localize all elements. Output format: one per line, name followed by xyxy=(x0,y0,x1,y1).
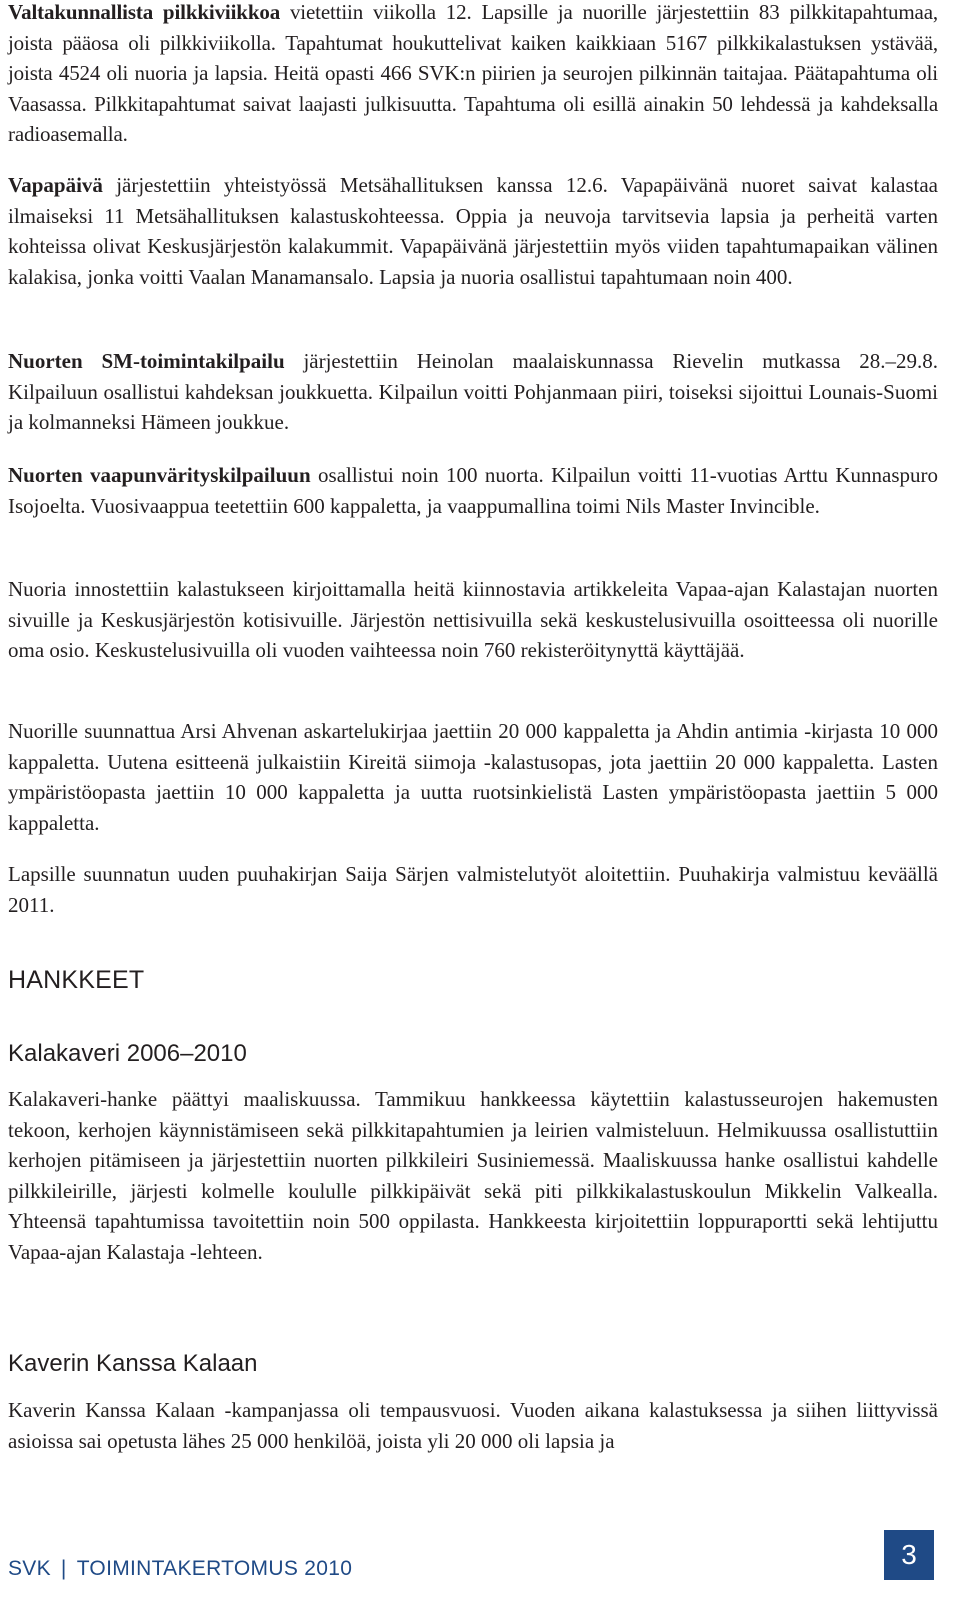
kaverin-kanssa-kalaan-paragraph: Kaverin Kanssa Kalaan -kampanjassa oli tempausvuosi. Vuoden aikana kalastuksessa ja siihen liittyvissä asioissa sai opetusta lähes 25 000 henkilöä, joista yli 20 000 oli lapsia ja xyxy=(8,1398,938,1453)
vaapunvarityskilpailu-lead: Nuorten vaapunvärityskilpailuun xyxy=(8,463,311,487)
footer-report-title: TOIMINTAKERTOMUS 2010 xyxy=(76,1557,353,1580)
sm-toimintakilpailu-text: järjestettiin Heinolan maalaiskunnassa Rievelin mutkassa 28.–29.8. Kilpailuun osallistui kahdeksan joukkuetta. Kilpailun voitti Pohjanmaan piiri, toiseksi sijoittui Lounais-Suomi ja kolmanneksi Hämeen joukkue. xyxy=(8,349,938,434)
vapapaiva-paragraph xyxy=(8,170,938,292)
kaverin-kanssa-kalaan-heading: Kaverin Kanssa Kalaan xyxy=(8,1350,258,1377)
footer-org: SVK xyxy=(8,1557,51,1580)
artikkelit-paragraph: Nuoria innostettiin kalastukseen kirjoittamalla heitä kiinnostavia artikkeleita Vapaa-ajan Kalastajan nuorten sivuille ja Keskusjärjestön kotisivuille. Järjestön nettisivuilla sekä keskustelusivuilla osoitteessa oli nuorille oma osio. Keskustelusivuilla oli vuoden vaihteessa noin 760 rekisteröitynyttä käyttäjää. xyxy=(8,577,938,662)
page-number: 3 xyxy=(901,1539,917,1570)
page-number-badge xyxy=(884,1530,934,1580)
kalakaveri-heading: Kalakaveri 2006–2010 xyxy=(8,1040,247,1067)
vaapunvarityskilpailu-text: osallistui noin 100 nuorta. Kilpailun voitti 11-vuotias Arttu Kunnaspuro Isojoelta. Vuosivaappua teetettiin 600 kappaletta, ja vaappumallina toimi Nils Master Invincible. xyxy=(8,463,938,518)
footer-separator: | xyxy=(60,1557,67,1580)
puuhakirja-paragraph: Lapsille suunnatun uuden puuhakirjan Saija Särjen valmistelutyöt aloitettiin. Puuhakirja valmistuu keväällä 2011. xyxy=(8,862,938,917)
vapapaiva-text: järjestettiin yhteistyössä Metsähallituksen kanssa 12.6. Vapapäivänä nuoret saivat kalastaa ilmaiseksi 11 Metsähallituksen kalastuskohteessa. Oppia ja neuvoja tarvitsevia lapsia ja perheitä varten kohteissa olivat Keskusjärjestön kalakummit. Vapapäivänä järjestettiin myös viiden tapahtumapaikan välinen kalakisa, jonka voitti Vaalan Manamansalo. Lapsia ja nuoria osallistui tapahtumaan noin 400. xyxy=(8,173,938,289)
sm-toimintakilpailu-paragraph xyxy=(8,346,938,438)
sm-toimintakilpailu-lead: Nuorten SM-toimintakilpailu xyxy=(8,349,285,373)
pilkkiviikko-paragraph xyxy=(8,0,938,150)
section-title: HANKKEET xyxy=(8,966,145,994)
kalakaveri-paragraph: Kalakaveri-hanke päättyi maaliskuussa. Tammikuu hankkeessa käytettiin kalastusseurojen hakemusten tekoon, kerhojen käynnistämiseen sekä pilkkitapahtumien ja leirien valmisteluun. Helmikuussa osallistuttiin kerhojen pitämiseen ja järjestettiin nuorten pilkkileiri Susiniemessä. Maaliskuussa hanke osallistui kahdelle pilkkileirille, järjesti kolmelle koululle pilkkipäivät sekä piti pilkkikalastuskoulun Mikkelin Valkealla. Yhteensä tapahtumissa tavoitettiin noin 500 oppilasta. Hankkeesta kirjoitettiin loppuraportti sekä lehtijuttu Vapaa-ajan Kalastaja -lehteen. xyxy=(8,1087,938,1264)
page-footer xyxy=(8,1557,352,1581)
pilkkiviikko-text: vietettiin viikolla 12. Lapsille ja nuorille järjestettiin 83 pilkkitapahtumaa, joista pääosa oli pilkkiviikolla. Tapahtumat houkuttelivat kaiken kaikkiaan 5167 pilkkikalastuksen ystävää, joista 4524 oli nuoria ja lapsia. Heitä opasti 466 SVK:n piirien ja seurojen pilkinnän taitajaa. Päätapahtuma oli Vaasassa. Pilkkitapahtumat saivat laajasti julkisuutta. Tapahtuma oli esillä ainakin 50 lehdessä ja kahdeksalla radioasemalla. xyxy=(8,0,939,146)
jakelu-paragraph: Nuorille suunnattua Arsi Ahvenan askartelukirjaa jaettiin 20 000 kappaletta ja Ahdin antimia -kirjasta 10 000 kappaletta. Uutena esitteenä julkaistiin Kireitä siimoja -kalastusopas, jota jaettiin 20 000 kappaletta. Lasten ympäristöopasta jaettiin 10 000 kappaletta ja uutta ruotsinkielistä Lasten ympäristöopasta jaettiin 5 000 kappaletta. xyxy=(8,719,938,835)
vaapunvarityskilpailu-paragraph xyxy=(8,460,938,521)
vapapaiva-lead: Vapapäivä xyxy=(8,173,103,197)
pilkkiviikko-lead: Valtakunnallista pilkkiviikkoa xyxy=(8,0,281,24)
